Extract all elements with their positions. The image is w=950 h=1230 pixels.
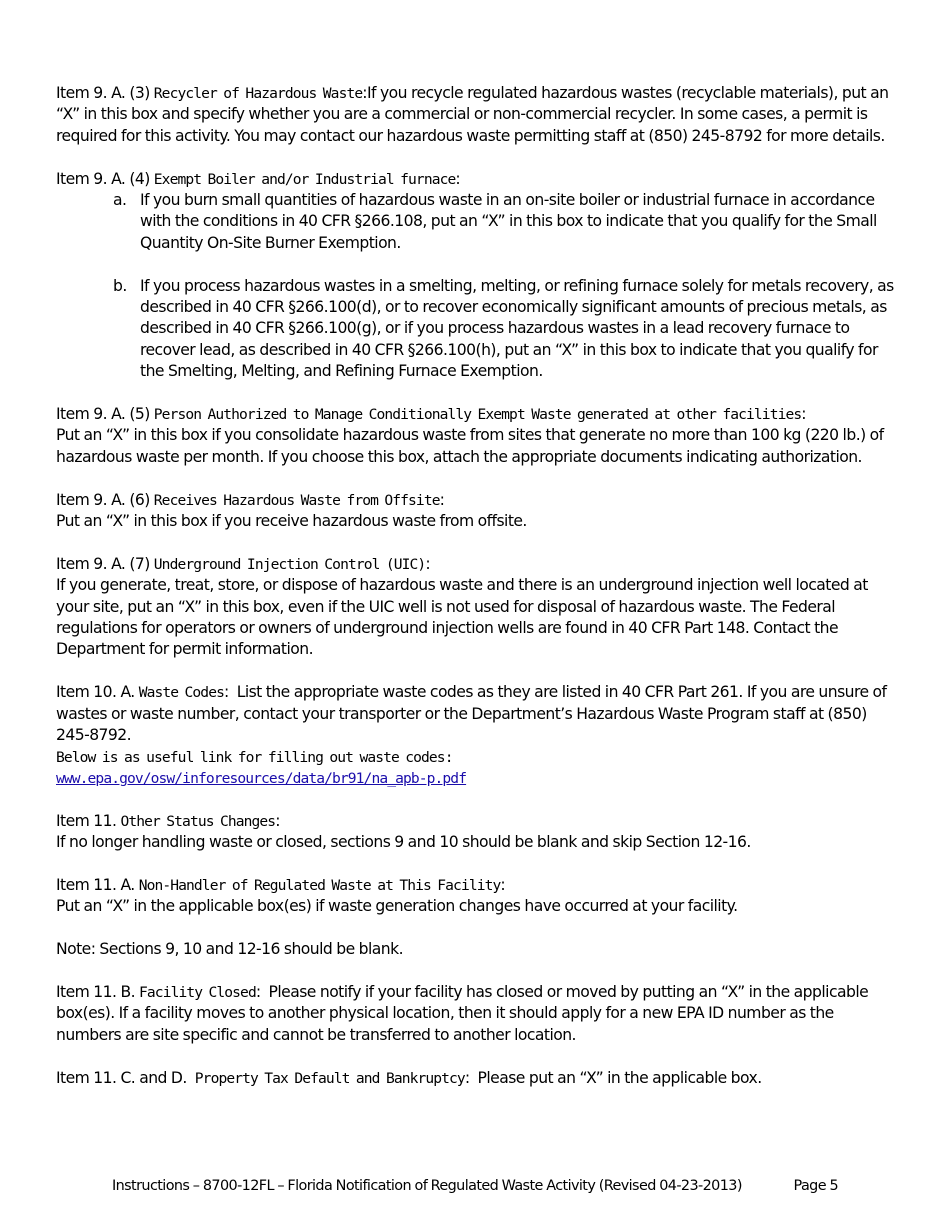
waste-codes-link[interactable]: www.epa.gov/osw/inforesources/data/br91/na_apb-p.pdf (56, 769, 467, 787)
instructions-content (56, 83, 898, 1110)
section-body: If no longer handling waste or closed, sections 9 and 10 should be blank and skip Section 12-16. (56, 833, 751, 852)
section-item-9a4 (56, 169, 898, 383)
section-item-11 (56, 811, 898, 854)
section-heading (56, 682, 898, 746)
item-title: Recycler of Hazardous Waste (153, 85, 363, 102)
section-heading (56, 83, 898, 147)
item-body: Please notify if your facility has closed or moved by putting an “X” in the applicable box(es). If a facility moves to another physical location, then it should apply for a new EPA ID number as the numbers are site specific and cannot be transferred to another location. (56, 982, 869, 1044)
section-heading (56, 490, 898, 511)
item-title: Underground Injection Control (UIC) (153, 555, 426, 573)
item-colon: : (223, 683, 237, 702)
item-body: List the appropriate waste codes as they are listed in 40 CFR Part 261. If you are unsure of wastes or waste number, contact your transporter or the Department’s Hazardous Waste Program staff at (850) 245-8792. (56, 683, 887, 745)
section-item-9a3 (56, 83, 898, 147)
item-title: Waste Codes (138, 684, 224, 702)
item-body: If you recycle regulated hazardous wastes (recyclable materials), put an “X” in this box and specify whether you are a commercial or non-commercial recycler. In some cases, a permit is required for this activity. You may contact our hazardous waste permitting staff at (850) 245-8792 for more details. (56, 84, 889, 145)
section-body: Put an “X” in this box if you receive hazardous waste from offsite. (56, 512, 527, 531)
item-title: Person Authorized to Manage Conditionally Exempt Waste generated at other facilities (153, 406, 802, 424)
waste-codes-note: Below is as useful link for filling out waste codes: (56, 748, 453, 766)
item-title: Property Tax Default and Bankruptcy (194, 1069, 465, 1087)
list-item (56, 190, 898, 254)
exemption-list (56, 190, 898, 383)
footer-text: Instructions – 8700-12FL – Florida Notification of Regulated Waste Activity (Revised 04-23-2013) (112, 1178, 742, 1194)
item-number: Item 10. A. (56, 683, 139, 702)
item-colon: : (439, 490, 445, 509)
section-body: If you generate, treat, store, or dispose of hazardous waste and there is an underground injection well located at your site, put an “X” in this box, even if the UIC well is not used for disposal of hazardous waste. The Federal regulations for operators or owners of underground injection wells are found in 40 CFR Part 148. Contact the Department for permit information. (56, 576, 868, 659)
list-marker: a. (113, 191, 127, 210)
item-colon: : (255, 982, 269, 1001)
item-number: Item 11. A. (56, 875, 139, 894)
item-colon: : (500, 875, 506, 894)
item-colon: : (455, 169, 461, 188)
section-heading (56, 554, 898, 575)
item-number: Item 11. C. and D. (56, 1068, 195, 1087)
page-number: Page 5 (793, 1178, 838, 1194)
item-colon: : (464, 1068, 478, 1087)
item-title: Other Status Changes (120, 812, 276, 830)
list-marker: b. (113, 276, 127, 295)
section-item-9a5 (56, 404, 898, 468)
item-number: Item 9. A. (7) (56, 554, 154, 573)
page-footer (112, 1178, 842, 1194)
item-title: Exempt Boiler and/or Industrial furnace (153, 170, 456, 188)
section-item-10a (56, 682, 898, 789)
item-colon: : (425, 554, 431, 573)
section-heading (56, 404, 898, 425)
item-number: Item 9. A. (4) (56, 169, 154, 188)
section-heading (56, 875, 898, 896)
section-body: Put an “X” in this box if you consolidate hazardous waste from sites that generate no more than 100 kg (220 lb.) of hazardous waste per month. If you choose this box, attach the appropriate documents indicating authorization. (56, 426, 884, 466)
section-heading (56, 811, 898, 832)
item-number: Item 11. B. (56, 982, 140, 1001)
item-number: Item 11. (56, 811, 121, 830)
item-title: Non-Handler of Regulated Waste at This Facility (138, 876, 501, 894)
section-item-11b (56, 982, 898, 1046)
section-heading (56, 982, 898, 1046)
note-text: Note: Sections 9, 10 and 12-16 should be blank. (56, 940, 404, 959)
item-title: Facility Closed (139, 983, 256, 1001)
section-heading (56, 1068, 898, 1089)
item-colon: : (801, 405, 806, 424)
item-body: Please put an “X” in the applicable box. (477, 1068, 762, 1087)
item-number: Item 9. A. (3) (56, 84, 154, 102)
section-item-11cd (56, 1068, 898, 1089)
section-item-11a (56, 875, 898, 918)
section-note (56, 939, 898, 960)
item-colon: : (275, 811, 280, 830)
section-body: Put an “X” in the applicable box(es) if waste generation changes have occurred at your facility. (56, 897, 738, 916)
list-item-text: If you process hazardous wastes in a smelting, melting, or refining furnace solely for metals recovery, as described in 40 CFR §266.100(d), or to recover economically significant amounts of precious metals, as described in 40 CFR §266.100(g), or if you process hazardous wastes in a lead recovery furnace to recover lead, as described in 40 CFR §266.100(h), put an “X” in this box to indicate that you qualify for the Smelting, Melting, and Refining Furnace Exemption. (140, 276, 894, 381)
list-item (56, 276, 898, 383)
item-number: Item 9. A. (5) (56, 405, 154, 424)
section-item-9a6 (56, 490, 898, 533)
item-title: Receives Hazardous Waste from Offsite (153, 491, 440, 509)
list-item-text: If you burn small quantities of hazardous waste in an on-site boiler or industrial furnace in accordance with the conditions in 40 CFR §266.108, put an “X” in this box to indicate that you qualify for the Small Quantity On-Site Burner Exemption. (140, 191, 877, 252)
item-number: Item 9. A. (6) (56, 490, 154, 509)
section-heading (56, 169, 898, 190)
item-colon: : (362, 84, 367, 102)
section-item-9a7 (56, 554, 898, 661)
